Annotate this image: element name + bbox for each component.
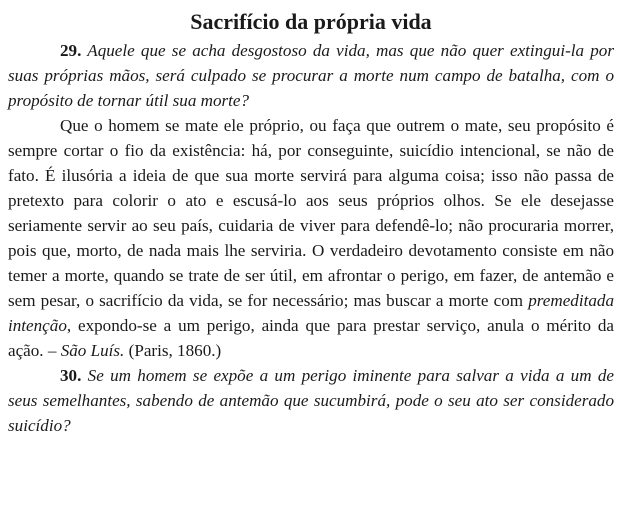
section-title: Sacrifício da própria vida bbox=[190, 9, 432, 34]
answer-29-text-end: , expondo-se a um perigo, ainda que para prestar serviço, anula o mérito da ação. – bbox=[8, 316, 614, 360]
question-30 bbox=[8, 363, 614, 438]
question-29-text: Aquele que se acha desgostoso da vida, mas que não quer extingui-la por suas próprias mãos, será culpado se procurar a morte num campo de batalha, com o propósito de tornar útil sua morte? bbox=[8, 41, 614, 110]
question-29 bbox=[8, 38, 614, 113]
answer-29 bbox=[8, 113, 614, 363]
answer-29-source: (Paris, 1860.) bbox=[128, 341, 222, 360]
answer-29-emphasis: premeditada intenção bbox=[8, 291, 614, 335]
answer-29-text: Que o homem se mate ele próprio, ou faça que outrem o mate, seu propósito é sempre cortar o fio da existência: há, por conseguinte, suicídio intencional, se não de fato. É ilusória a ideia de que sua morte servirá para alguma coisa; isso não passa de pretexto para colorir o ato e escusá-lo aos seus próprios olhos. Se ele desejasse seriamente servir ao seu país, cuidaria de viver para defendê-lo; não procuraria morrer, pois que, morto, de nada mais lhe serviria. O verdadeiro devotamento consiste em não temer a morte, quando se trate de ser útil, em afrontar o perigo, em fazer, de antemão e sem pesar, o sacrifício da vida, se for necessário; mas buscar a morte com bbox=[8, 116, 614, 310]
question-30-text: Se um homem se expõe a um perigo iminente para salvar a vida a um de seus semelhantes, sabendo de antemão que sucumbirá, pode o seu ato ser considerado suicídio? bbox=[8, 366, 614, 435]
answer-29-author: São Luís. bbox=[60, 341, 125, 360]
document-page bbox=[8, 0, 614, 438]
question-29-number: 29. bbox=[60, 41, 82, 60]
question-30-number: 30. bbox=[60, 366, 82, 385]
